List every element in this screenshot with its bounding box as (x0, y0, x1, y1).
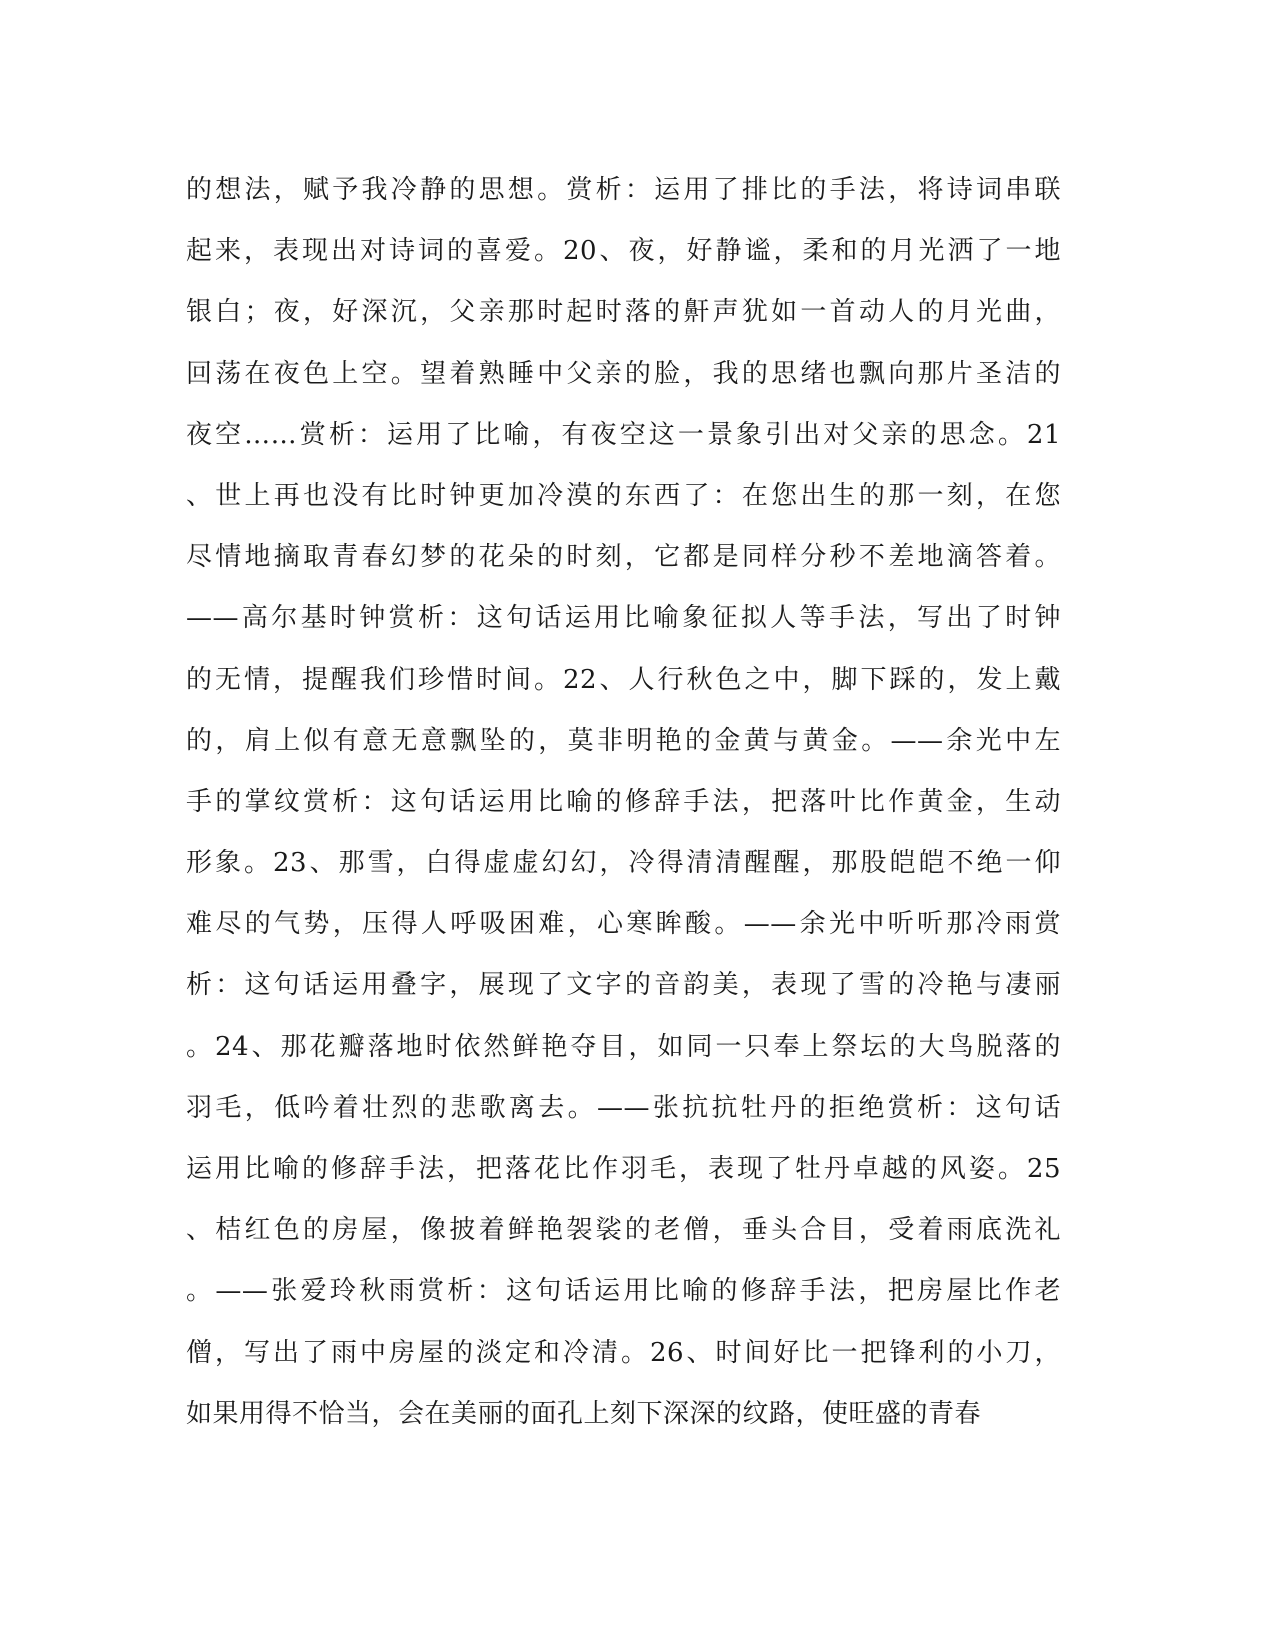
text-line: 起来，表现出对诗词的喜爱。20、夜，好静谧，柔和的月光洒了一地 (186, 236, 1061, 267)
text-line: 尽情地摘取青春幻梦的花朵的时刻，它都是同样分秒不差地滴答着。 (186, 542, 1061, 573)
text-line: 银白；夜，好深沉，父亲那时起时落的鼾声犹如一首动人的月光曲， (186, 297, 1061, 328)
text-line: 夜空……赏析：运用了比喻，有夜空这一景象引出对父亲的思念。21 (186, 419, 1061, 450)
text-line: 形象。23、那雪，白得虚虚幻幻，冷得清清醒醒，那股皑皑不绝一仰 (186, 848, 1061, 879)
body-text (186, 160, 1061, 1445)
text-line: 的，肩上似有意无意飘坠的，莫非明艳的金黄与黄金。——余光中左 (186, 725, 1061, 756)
text-line: 手的掌纹赏析：这句话运用比喻的修辞手法，把落叶比作黄金，生动 (186, 786, 1061, 817)
text-line: 。——张爱玲秋雨赏析：这句话运用比喻的修辞手法，把房屋比作老 (186, 1276, 1061, 1307)
text-line: 回荡在夜色上空。望着熟睡中父亲的脸，我的思绪也飘向那片圣洁的 (186, 358, 1061, 389)
text-line: 羽毛，低吟着壮烈的悲歌离去。——张抗抗牡丹的拒绝赏析：这句话 (186, 1092, 1061, 1123)
text-line: 运用比喻的修辞手法，把落花比作羽毛，表现了牡丹卓越的风姿。25 (186, 1154, 1061, 1184)
text-line: 难尽的气势，压得人呼吸困难，心寒眸酸。——余光中听听那冷雨赏 (186, 909, 1061, 940)
text-line: ——高尔基时钟赏析：这句话运用比喻象征拟人等手法，写出了时钟 (186, 603, 1061, 634)
text-line: 。24、那花瓣落地时依然鲜艳夺目，如同一只奉上祭坛的大鸟脱落的 (186, 1031, 1061, 1062)
text-line: 、世上再也没有比时钟更加冷漠的东西了：在您出生的那一刻，在您 (186, 480, 1061, 511)
text-line: 的想法，赋予我冷静的思想。赏析：运用了排比的手法，将诗词串联 (186, 175, 1061, 205)
text-line: 的无情，提醒我们珍惜时间。22、人行秋色之中，脚下踩的，发上戴 (186, 664, 1061, 695)
text-line: 析：这句话运用叠字，展现了文字的音韵美，表现了雪的冷艳与凄丽 (186, 970, 1061, 1001)
text-line: 、桔红色的房屋，像披着鲜艳袈裟的老僧，垂头合目，受着雨底洗礼 (186, 1215, 1061, 1246)
text-line: 僧，写出了雨中房屋的淡定和冷清。26、时间好比一把锋利的小刀， (186, 1337, 1061, 1368)
text-line: 如果用得不恰当，会在美丽的面孔上刻下深深的纹路，使旺盛的青春 (186, 1398, 982, 1429)
